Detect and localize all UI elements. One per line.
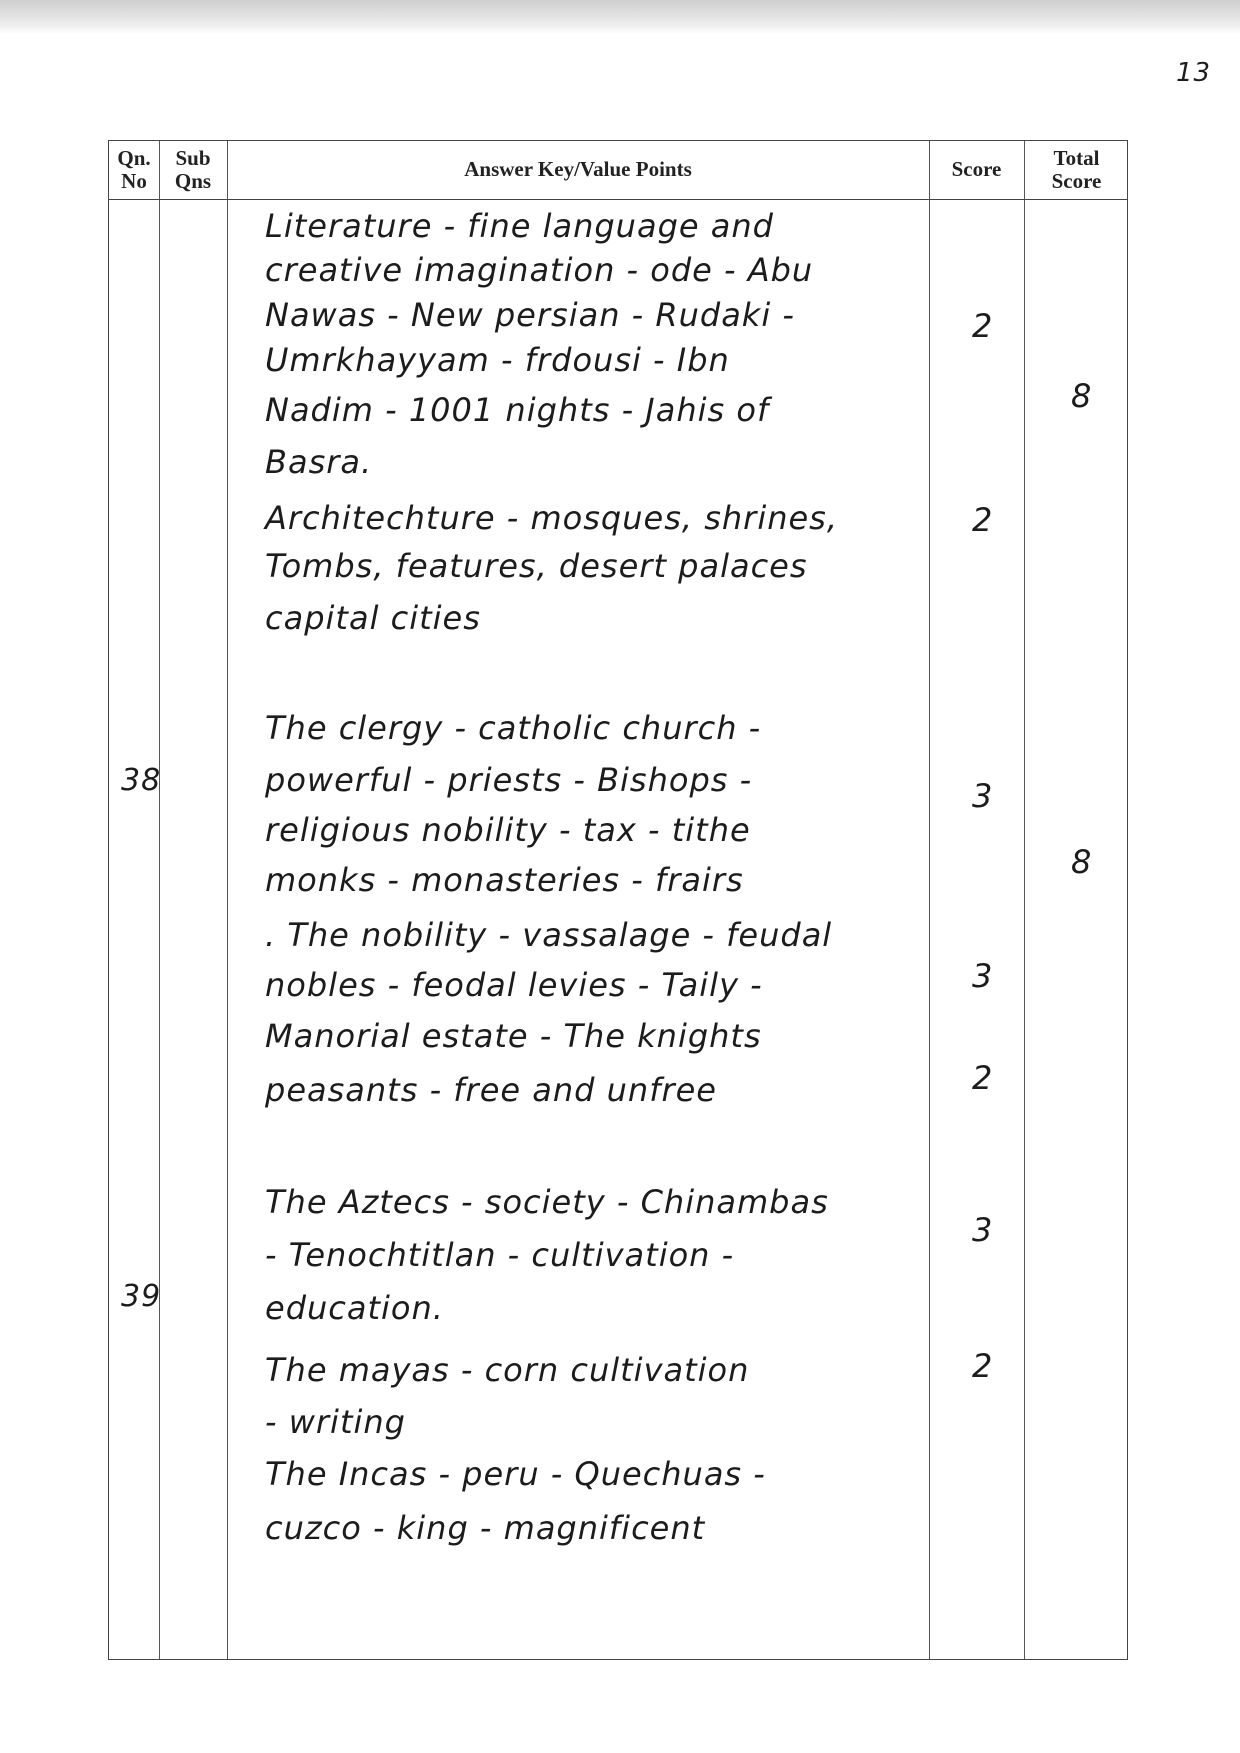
answer-line: Architechture - mosques, shrines,: [265, 499, 839, 537]
score-value: 2: [972, 307, 994, 345]
answer-line: powerful - priests - Bishops -: [265, 761, 753, 799]
score-value: 3: [972, 957, 994, 995]
score-value: 2: [972, 1059, 994, 1097]
answer-line: religious nobility - tax - tithe: [265, 811, 751, 849]
answer-line: . The nobility - vassalage - feudal: [265, 916, 833, 954]
question-number: 39: [121, 1279, 162, 1314]
header-score: Score: [951, 157, 1002, 182]
answer-line: creative imagination - ode - Abu: [265, 251, 814, 289]
answer-line: Nadim - 1001 nights - Jahis of: [265, 391, 770, 429]
header-qn-no: Qn. No: [117, 145, 151, 193]
answer-line: peasants - free and unfree: [265, 1071, 717, 1109]
answer-line: The mayas - corn cultivation: [265, 1351, 750, 1389]
header-sub-qns: Sub Qns: [174, 145, 212, 193]
answer-line: cuzco - king - magnificent: [265, 1509, 706, 1547]
answer-line: The Aztecs - society - Chinambas: [265, 1183, 829, 1221]
question-number: 38: [121, 763, 162, 798]
answer-key-table: [108, 140, 1128, 1660]
answer-line: - Tenochtitlan - cultivation -: [265, 1236, 735, 1274]
total-score-value: 8: [1071, 843, 1093, 881]
header-divider: [109, 199, 1127, 200]
answer-line: The clergy - catholic church -: [265, 709, 762, 747]
answer-line: Umrkhayyam - frdousi - Ibn: [265, 341, 730, 379]
answer-line: Basra.: [265, 443, 373, 481]
page-number: 13: [1176, 58, 1212, 88]
answer-line: The Incas - peru - Quechuas -: [265, 1455, 766, 1493]
header-answer-key: Answer Key/Value Points: [464, 157, 692, 182]
answer-line: - writing: [265, 1403, 406, 1441]
answer-line: monks - monasteries - frairs: [265, 861, 744, 899]
score-value: 3: [972, 777, 994, 815]
column-divider-sub: [227, 141, 228, 1659]
answer-line: Literature - fine language and: [265, 207, 774, 245]
score-value: 2: [972, 501, 994, 539]
answer-line: Tombs, features, desert palaces: [265, 547, 808, 585]
total-score-value: 8: [1071, 377, 1093, 415]
answer-line: nobles - feodal levies - Taily -: [265, 966, 763, 1004]
column-divider-qn: [159, 141, 160, 1659]
column-divider-score: [1024, 141, 1025, 1659]
answer-line: Manorial estate - The knights: [265, 1017, 762, 1055]
column-divider-answer: [929, 141, 930, 1659]
answer-line: capital cities: [265, 599, 481, 637]
answer-line: Nawas - New persian - Rudaki -: [265, 296, 795, 334]
scan-edge-shadow: [0, 0, 1240, 34]
score-value: 2: [972, 1347, 994, 1385]
answer-line: education.: [265, 1289, 444, 1327]
score-value: 3: [972, 1211, 994, 1249]
header-total-score: Total Score: [1051, 145, 1102, 193]
